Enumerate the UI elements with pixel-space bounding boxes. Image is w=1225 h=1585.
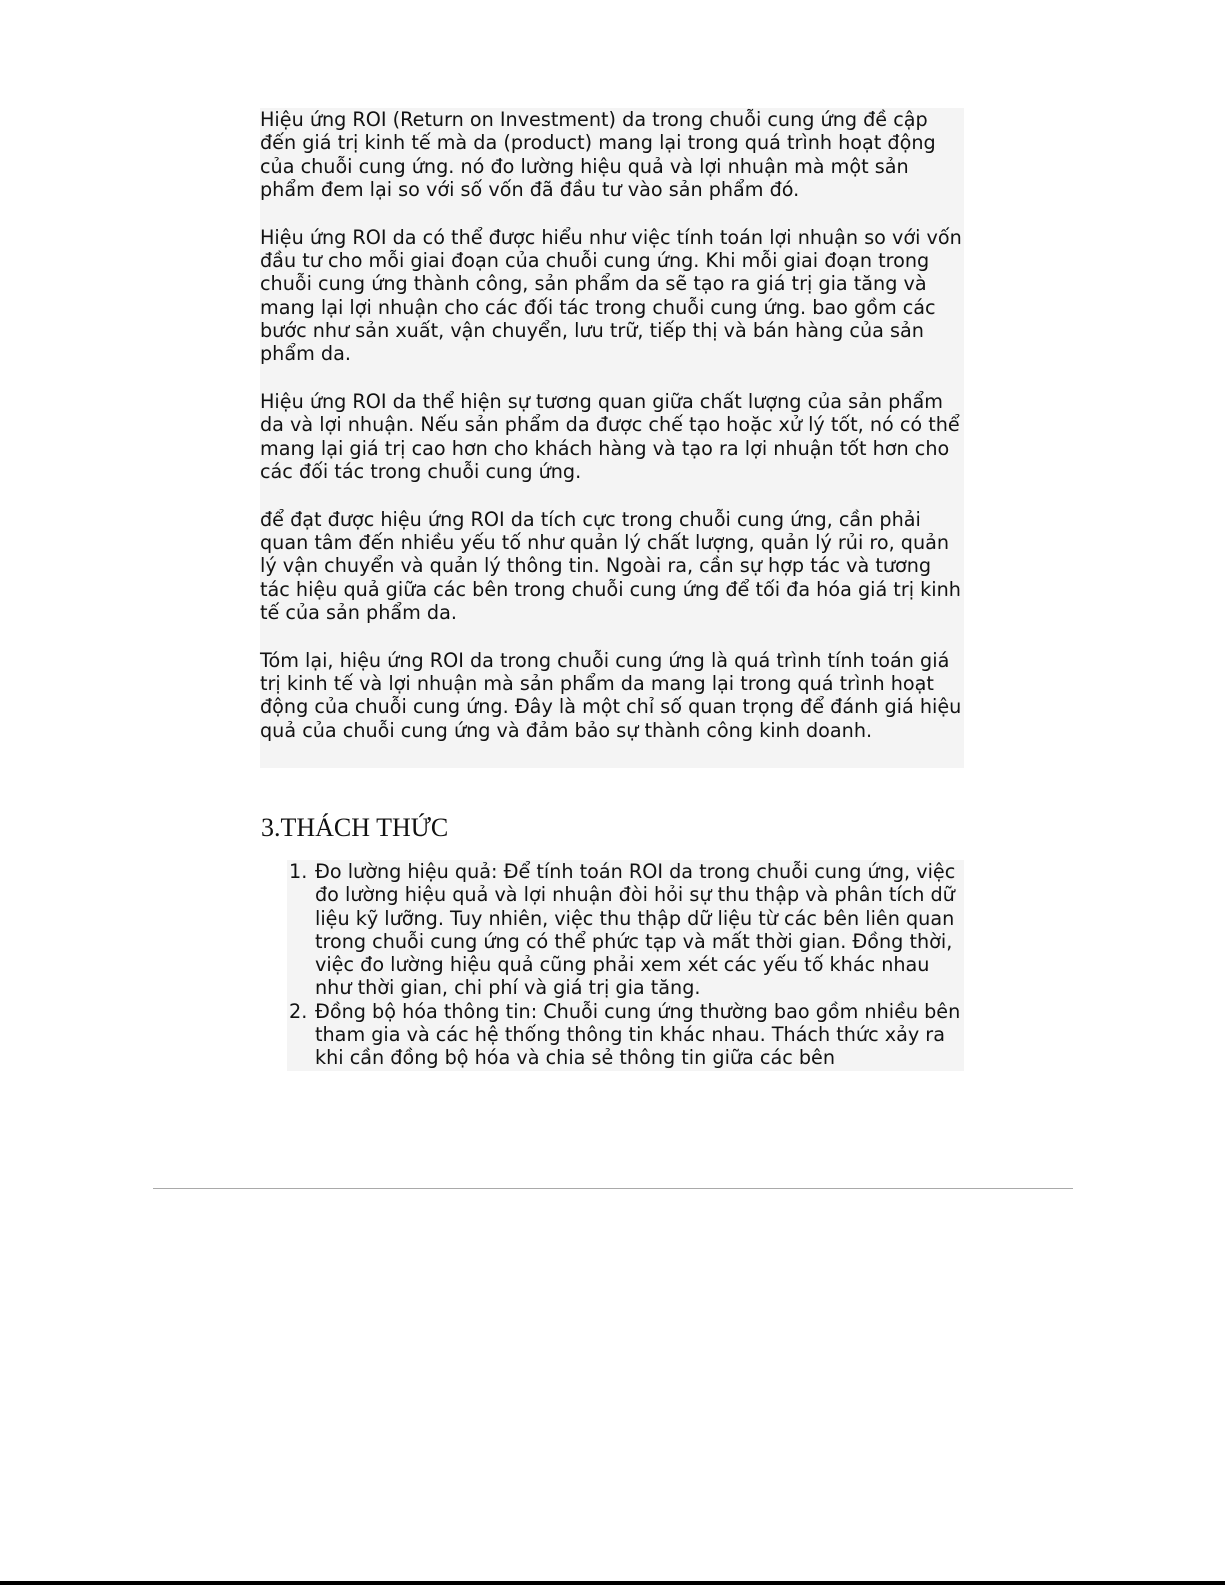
page-divider bbox=[153, 1188, 1073, 1189]
list-item-number: 1. bbox=[289, 860, 308, 883]
challenges-list-block bbox=[287, 860, 964, 1071]
list-item bbox=[287, 860, 964, 1000]
roi-text-block bbox=[260, 108, 964, 768]
list-item-text: Đồng bộ hóa thông tin: Chuỗi cung ứng thường bao gồm nhiều bên tham gia và các hệ thống thông tin khác nhau. Thách thức xảy ra khi cần đồng bộ hóa và chia sẻ thông tin giữa các bên bbox=[315, 999, 961, 1070]
paragraph-roi-factors: để đạt được hiệu ứng ROI da tích cực trong chuỗi cung ứng, cần phải quan tâm đến nhiều yếu tố như quản lý chất lượng, quản lý rủi ro, quản lý vận chuyển và quản lý thông tin. Ngoài ra, cần sự hợp tác và tương tác hiệu quả giữa các bên trong chuỗi cung ứng để tối đa hóa giá trị kinh tế của sản phẩm da. bbox=[260, 507, 961, 624]
paragraph-roi-definition: Hiệu ứng ROI (Return on Investment) da trong chuỗi cung ứng đề cập đến giá trị kinh tế mà da (product) mang lại trong quá trình hoạt động của chuỗi cung ứng. nó đo lường hiệu quả và lợi nhuận mà một sản phẩm đem lại so với số vốn đã đầu tư vào sản phẩm đó. bbox=[260, 108, 936, 201]
paragraph-roi-quality: Hiệu ứng ROI da thể hiện sự tương quan giữa chất lượng của sản phẩm da và lợi nhuận. Nếu sản phẩm da được chế tạo hoặc xử lý tốt, nó có thể mang lại giá trị cao hơn cho khách hàng và tạo ra lợi nhuận tốt hơn cho các đối tác trong chuỗi cung ứng. bbox=[260, 389, 960, 483]
list-item bbox=[287, 1000, 964, 1070]
list-item-text: Đo lường hiệu quả: Để tính toán ROI da trong chuỗi cung ứng, việc đo lường hiệu quả và lợi nhuận đòi hỏi sự thu thập và phân tích dữ liệu kỹ lưỡng. Tuy nhiên, việc thu thập dữ liệu từ các bên liên quan trong chuỗi cung ứng có thể phức tạp và mất thời gian. Đồng thời, việc đo lường hiệu quả cũng phải xem xét các yếu tố khác nhau như thời gian, chi phí và giá trị gia tăng. bbox=[315, 860, 956, 1000]
section-heading-challenges: 3.THÁCH THỨC bbox=[261, 813, 449, 842]
challenges-list bbox=[287, 860, 964, 1070]
paragraph-roi-summary: Tóm lại, hiệu ứng ROI da trong chuỗi cung ứng là quá trình tính toán giá trị kinh tế và lợi nhuận mà sản phẩm da mang lại trong quá trình hoạt động của chuỗi cung ứng. Đây là một chỉ số quan trọng để đánh giá hiệu quả của chuỗi cung ứng và đảm bảo sự thành công kinh doanh. bbox=[260, 648, 962, 742]
bottom-edge-bar bbox=[0, 1581, 1225, 1585]
paragraph-roi-calculation: Hiệu ứng ROI da có thể được hiểu như việc tính toán lợi nhuận so với vốn đầu tư cho mỗi giai đoạn của chuỗi cung ứng. Khi mỗi giai đoạn trong chuỗi cung ứng thành công, sản phẩm da sẽ tạo ra giá trị gia tăng và mang lại lợi nhuận cho các đối tác trong chuỗi cung ứng. bao gồm các bước như sản xuất, vận chuyển, lưu trữ, tiếp thị và bán hàng của sản phẩm da. bbox=[260, 225, 962, 366]
list-item-number: 2. bbox=[289, 999, 308, 1023]
